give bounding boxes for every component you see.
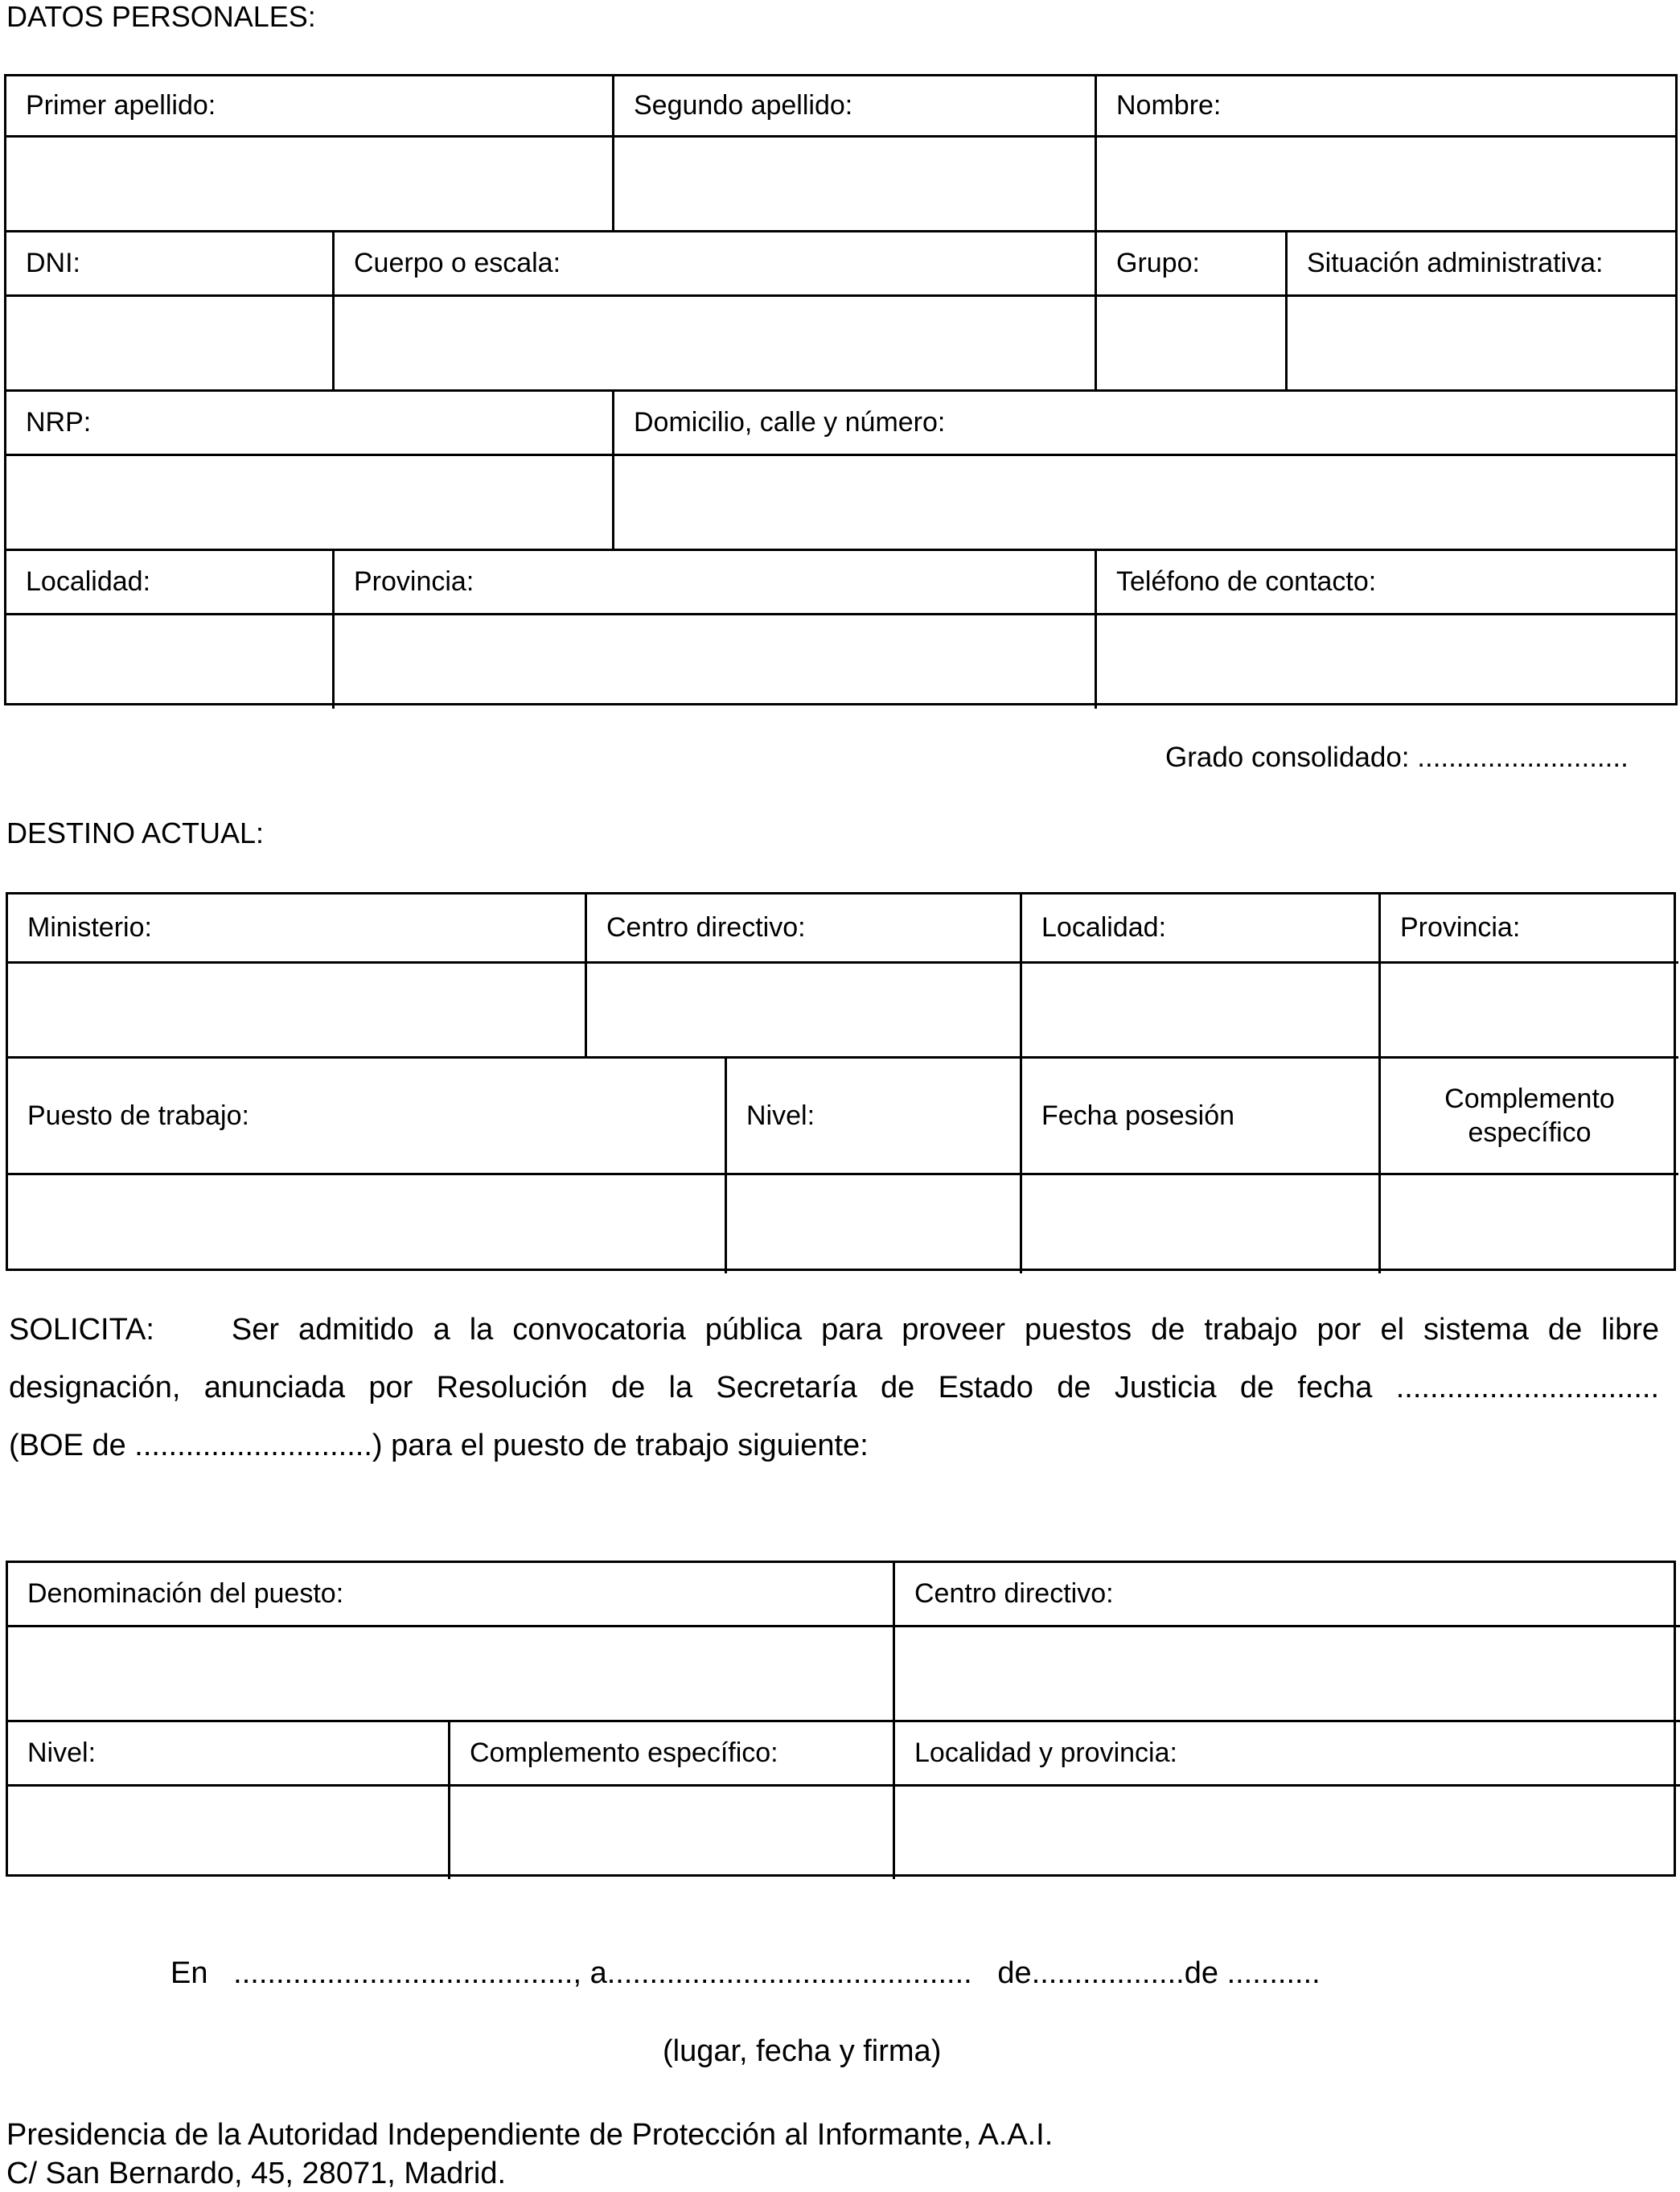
solicita-line-1 xyxy=(9,1301,1659,1359)
firma-anio-field[interactable]: ........... xyxy=(1226,1956,1321,1990)
label-complemento-line2: específico xyxy=(1468,1117,1592,1148)
section-title-datos-personales: DATOS PERSONALES: xyxy=(6,0,316,33)
solicita-line-2: designación, anunciada por Resolución de la Secretaría de Estado de Justicia de fecha ............................... xyxy=(9,1371,1659,1404)
label-puesto-nivel: Nivel: xyxy=(8,1722,450,1787)
field-nrp[interactable] xyxy=(6,456,614,551)
label-grupo: Grupo: xyxy=(1097,232,1288,297)
label-segundo-apellido: Segundo apellido: xyxy=(614,76,1097,138)
field-localidad-provincia[interactable] xyxy=(895,1787,1680,1879)
footer-direccion: C/ San Bernardo, 45, 28071, Madrid. xyxy=(6,2157,507,2190)
label-localidad: Localidad: xyxy=(6,551,335,615)
field-situacion-administrativa[interactable] xyxy=(1288,297,1675,392)
field-localidad[interactable] xyxy=(6,615,335,709)
puesto-solicitado-table xyxy=(6,1561,1676,1877)
field-denominacion-puesto[interactable] xyxy=(8,1627,895,1722)
label-nrp: NRP: xyxy=(6,392,614,456)
field-segundo-apellido[interactable] xyxy=(614,138,1097,232)
label-nivel: Nivel: xyxy=(727,1059,1022,1175)
label-complemento-especifico xyxy=(1381,1059,1678,1175)
field-centro-directivo[interactable] xyxy=(587,964,1022,1059)
section-title-destino-actual: DESTINO ACTUAL: xyxy=(6,816,265,849)
solicita-label: SOLICITA: xyxy=(9,1313,154,1347)
destino-actual-table xyxy=(6,892,1676,1271)
field-telefono[interactable] xyxy=(1097,615,1675,709)
field-puesto-trabajo[interactable] xyxy=(8,1175,727,1273)
field-ministerio[interactable] xyxy=(8,964,587,1059)
field-grupo[interactable] xyxy=(1097,297,1288,392)
solicita-line-3: (BOE de ............................) para el puesto de trabajo siguiente: xyxy=(9,1429,869,1462)
label-fecha-posesion: Fecha posesión xyxy=(1022,1059,1381,1175)
label-provincia: Provincia: xyxy=(335,551,1097,615)
solicita-text-1: Ser admitido a la convocatoria pública para proveer puestos de trabajo por el sistema de libre xyxy=(231,1313,1659,1347)
label-puesto-centro-directivo: Centro directivo: xyxy=(895,1563,1680,1627)
label-ministerio: Ministerio: xyxy=(8,894,587,964)
label-domicilio: Domicilio, calle y número: xyxy=(614,392,1675,456)
field-puesto-nivel[interactable] xyxy=(8,1787,450,1879)
field-destino-provincia[interactable] xyxy=(1381,964,1678,1059)
label-destino-provincia: Provincia: xyxy=(1381,894,1678,964)
label-cuerpo-escala: Cuerpo o escala: xyxy=(335,232,1097,297)
label-localidad-provincia: Localidad y provincia: xyxy=(895,1722,1680,1787)
firma-dia-field[interactable]: ........................................... xyxy=(606,1956,972,1990)
field-primer-apellido[interactable] xyxy=(6,138,614,232)
field-provincia[interactable] xyxy=(335,615,1097,709)
label-denominacion-puesto: Denominación del puesto: xyxy=(8,1563,895,1627)
label-destino-localidad: Localidad: xyxy=(1022,894,1381,964)
grado-consolidado: Grado consolidado: ........................... xyxy=(1165,742,1629,773)
field-dni[interactable] xyxy=(6,297,335,392)
label-nombre: Nombre: xyxy=(1097,76,1675,138)
firma-line xyxy=(170,1956,1321,1991)
firma-lugar-field[interactable]: ........................................, a xyxy=(233,1956,607,1990)
firma-en: En xyxy=(170,1956,208,1990)
solicita-paragraph xyxy=(9,1301,1659,1474)
footer-organismo: Presidencia de la Autoridad Independiente de Protección al Informante, A.A.I. xyxy=(6,2118,1054,2152)
label-situacion-administrativa: Situación administrativa: xyxy=(1288,232,1675,297)
field-destino-localidad[interactable] xyxy=(1022,964,1381,1059)
label-centro-directivo: Centro directivo: xyxy=(587,894,1022,964)
field-puesto-complemento[interactable] xyxy=(450,1787,895,1879)
firma-caption: (lugar, fecha y firma) xyxy=(663,2034,942,2068)
personal-data-table xyxy=(4,74,1678,705)
label-complemento-line1: Complemento xyxy=(1444,1084,1615,1114)
field-nivel[interactable] xyxy=(727,1175,1022,1273)
field-domicilio[interactable] xyxy=(614,456,1675,551)
field-nombre[interactable] xyxy=(1097,138,1675,232)
field-fecha-posesion[interactable] xyxy=(1022,1175,1381,1273)
label-dni: DNI: xyxy=(6,232,335,297)
firma-mes-field[interactable]: ..................de xyxy=(1031,1956,1218,1990)
label-telefono: Teléfono de contacto: xyxy=(1097,551,1675,615)
field-cuerpo-escala[interactable] xyxy=(335,297,1097,392)
label-puesto-complemento: Complemento específico: xyxy=(450,1722,895,1787)
field-puesto-centro-directivo[interactable] xyxy=(895,1627,1680,1722)
label-puesto-trabajo: Puesto de trabajo: xyxy=(8,1059,727,1175)
field-complemento-especifico[interactable] xyxy=(1381,1175,1678,1273)
firma-de: de xyxy=(997,1956,1032,1990)
label-primer-apellido: Primer apellido: xyxy=(6,76,614,138)
